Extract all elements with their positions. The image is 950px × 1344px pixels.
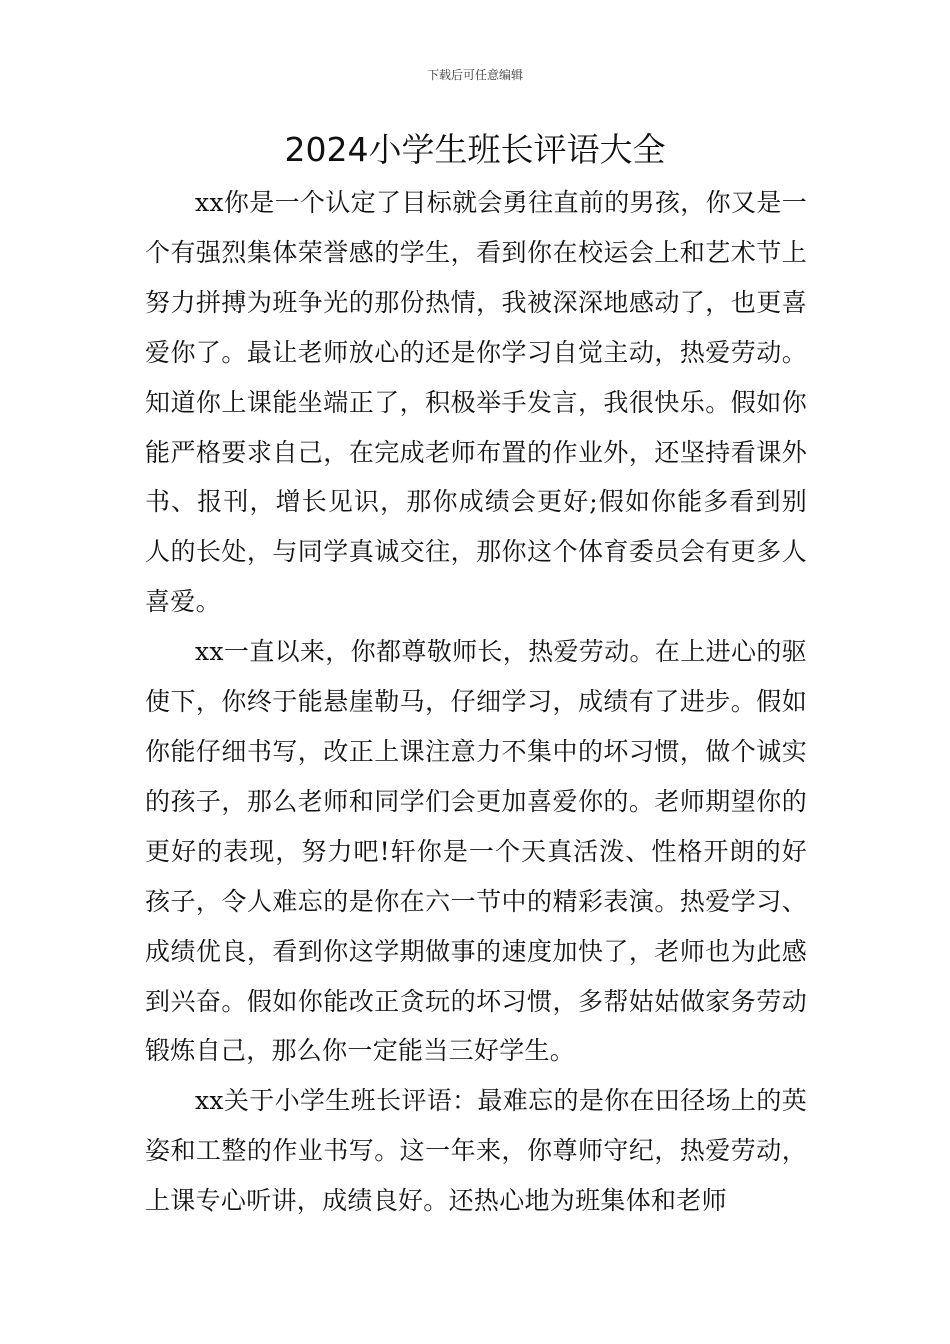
document-body	[145, 178, 807, 1226]
paragraph-3: xx关于小学生班长评语：最难忘的是你在田径场上的英姿和工整的作业书写。这一年来，你尊师守纪，热爱劳动，上课专心听讲，成绩良好。还热心地为班集体和老师	[145, 1086, 807, 1216]
document-title: 2024小学生班长评语大全	[284, 130, 666, 169]
header-note: 下载后可任意编辑	[426, 68, 523, 82]
paragraph-1: xx你是一个认定了目标就会勇往直前的男孩，你又是一个有强烈集体荣誉感的学生，看到你在校运会上和艺术节上努力拼搏为班争光的那份热情，我被深深地感动了，也更喜爱你了。最让老师放心的还是你学习自觉主动，热爱劳动。知道你上课能坐端正了，积极举手发言，我很快乐。假如你能严格要求自己，在完成老师布置的作业外，还坚持看课外书、报刊，增长见识，那你成绩会更好;假如你能多看到别人的长处，与同学真诚交往，那你这个体育委员会有更多人喜爱。	[145, 188, 807, 617]
paragraph-2: xx一直以来，你都尊敬师长，热爱劳动。在上进心的驱使下，你终于能悬崖勒马，仔细学习，成绩有了进步。假如你能仔细书写，改正上课注意力不集中的坏习惯，做个诚实的孩子，那么老师和同学们会更加喜爱你的。老师期望你的更好的表现，努力吧!轩你是一个天真活泼、性格开朗的好孩子，令人难忘的是你在六一节中的精彩表演。热爱学习、成绩优良，看到你这学期做事的速度加快了，老师也为此感到兴奋。假如你能改正贪玩的坏习惯，多帮姑姑做家务劳动锻炼自己，那么你一定能当三好学生。	[145, 637, 807, 1066]
